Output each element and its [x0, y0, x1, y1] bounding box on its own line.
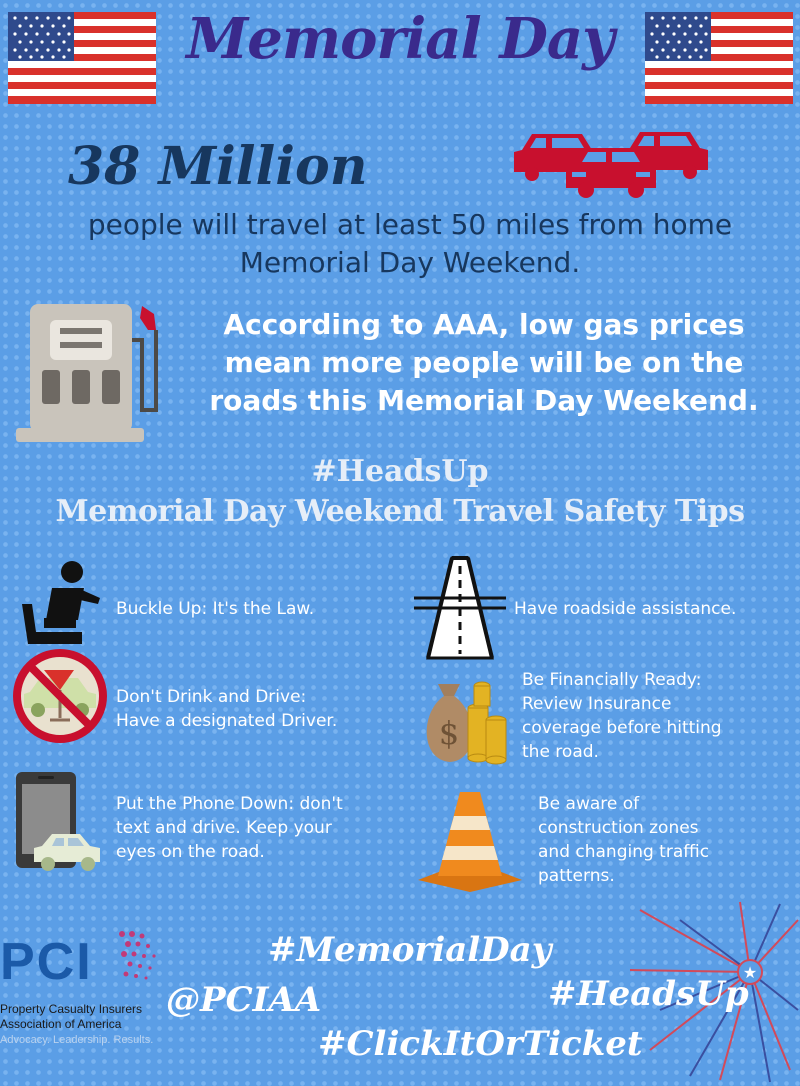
tip-line: Be aware of [538, 794, 640, 814]
travel-text-line: people will travel at least 50 miles from home [87, 208, 733, 241]
svg-text:★: ★ [742, 963, 758, 982]
page-title: Memorial Day [186, 6, 614, 72]
tip-line: Review Insurance [522, 694, 672, 714]
no-drinking-icon [10, 644, 110, 748]
seated-person-icon [16, 558, 104, 648]
tip-dont-drink [116, 685, 337, 733]
road-icon [414, 556, 506, 660]
tip-line: Have a designated Driver. [116, 711, 338, 731]
gas-note-line: roads this Memorial Day Weekend. [209, 384, 759, 417]
money-bag-icon [416, 668, 512, 768]
gas-price-note [168, 306, 800, 420]
us-flag-icon [8, 12, 156, 104]
tip-financially-ready [522, 668, 722, 764]
tip-line: coverage before hitting [522, 718, 722, 738]
twitter-handle: @PCIAA [166, 980, 322, 1020]
hashtag-clickitorticket: #ClickItOrTicket [318, 1024, 643, 1064]
gas-note-line: mean more people will be on the [224, 346, 744, 379]
org-tagline: Advocacy. Leadership. Results. [0, 1034, 154, 1046]
travel-stat-number: 38 Million [68, 136, 368, 197]
tip-phone-down [116, 792, 343, 864]
svg-text:$: $ [438, 714, 460, 752]
tip-line: Don't Drink and Drive: [116, 687, 307, 707]
travel-stat-text [20, 206, 800, 282]
tip-line: patterns. [538, 866, 615, 886]
us-flag-icon [645, 12, 793, 104]
tip-line: eyes on the road. [116, 842, 265, 862]
hashtag-headsup: #HeadsUp [548, 974, 749, 1014]
tip-line: the road. [522, 742, 599, 762]
tip-line: Be Financially Ready: [522, 670, 702, 690]
hashtag-memorialday: #MemorialDay [268, 930, 552, 970]
tip-construction [538, 792, 709, 888]
tips-section-title: Memorial Day Weekend Travel Safety Tips [55, 494, 745, 529]
tip-buckle-up: Buckle Up: It's the Law. [116, 599, 315, 619]
tip-line: construction zones [538, 818, 699, 838]
tip-roadside: Have roadside assistance. [514, 599, 737, 619]
headsup-hashtag: #HeadsUp [311, 454, 489, 489]
traffic-cone-icon [414, 788, 526, 892]
cars-icon [512, 128, 712, 203]
pci-logo [0, 926, 165, 1056]
pci-logo-dots-icon [108, 928, 160, 984]
tip-line: and changing traffic [538, 842, 710, 862]
phone-icon [14, 770, 104, 880]
travel-text-line: Memorial Day Weekend. [239, 246, 581, 279]
org-name-line: Property Casualty Insurers [0, 1002, 143, 1016]
gas-pump-icon [16, 300, 162, 444]
pci-logo-text: PCI [0, 933, 93, 991]
tip-line: Put the Phone Down: don't [116, 794, 343, 814]
org-name-line: Association of America [0, 1017, 122, 1031]
gas-note-line: According to AAA, low gas prices [223, 308, 745, 341]
tip-line: text and drive. Keep your [116, 818, 332, 838]
